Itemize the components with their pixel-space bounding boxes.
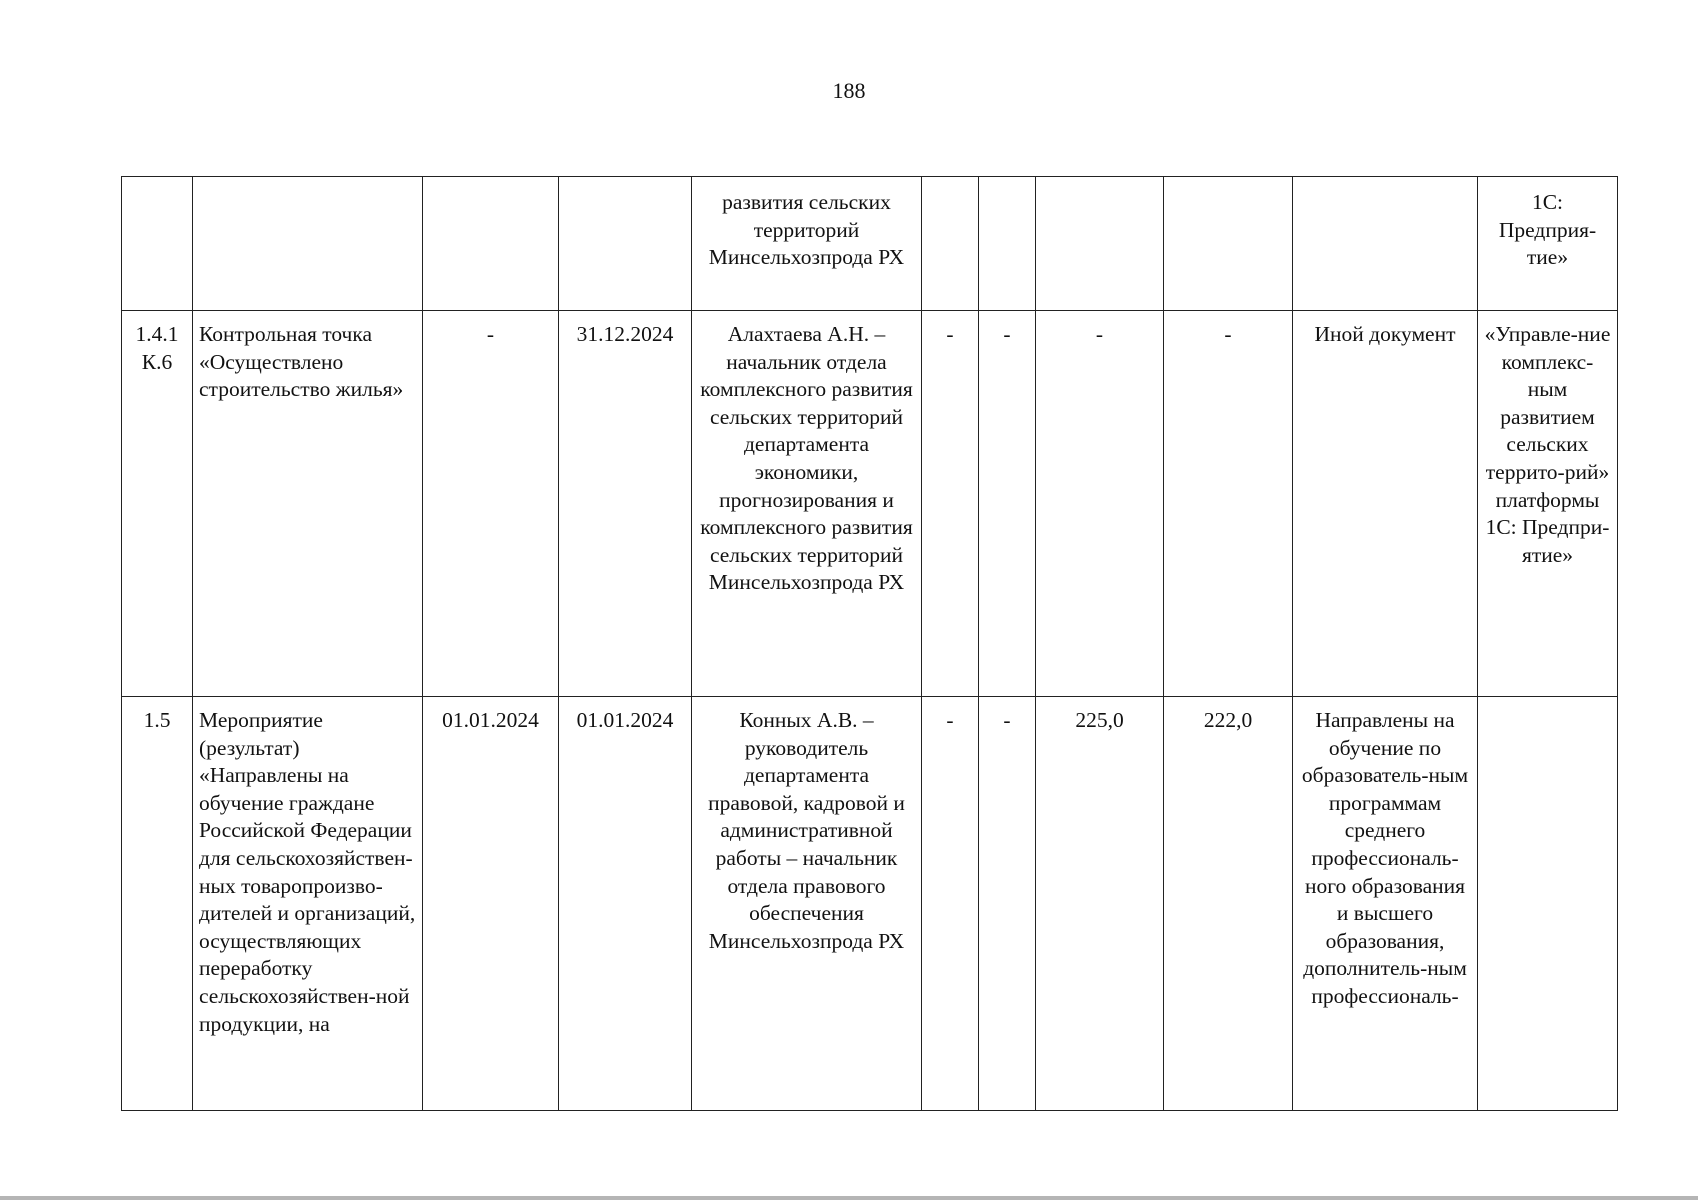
cell-start-date: - (423, 311, 559, 697)
cell-result-document: Направлены на обучение по образователь-ным программам среднего профессиональ-ного образования и высшего образования, дополнитель-ным профессиональ- (1293, 697, 1478, 1111)
cell-result-document (1293, 177, 1478, 311)
cell-number: 1.4.1 К.6 (122, 311, 193, 697)
plan-table (121, 176, 1618, 1111)
cell-col8: - (1036, 311, 1164, 697)
table-row (122, 311, 1618, 697)
cell-information-system: 1С: Предприя-тие» (1478, 177, 1618, 311)
cell-responsible: развития сельских территорий Минсельхозпрода РХ (692, 177, 922, 311)
cell-col8 (1036, 177, 1164, 311)
cell-col6: - (922, 311, 979, 697)
page-bottom-divider (0, 1196, 1698, 1200)
cell-col7: - (979, 311, 1036, 697)
cell-start-date (423, 177, 559, 311)
cell-responsible: Конных А.В. – руководитель департамента правовой, кадровой и административной работы – начальник отдела правового обеспечения Минсельхозпрода РХ (692, 697, 922, 1111)
cell-end-date: 01.01.2024 (559, 697, 692, 1111)
cell-col6: - (922, 697, 979, 1111)
cell-name: Мероприятие (результат) «Направлены на обучение граждане Российской Федерации для сельскохозяйствен-ных товаропроизво-дителей и организаций, осуществляющих переработку сельскохозяйствен-ной продукции, на (193, 697, 423, 1111)
table-row (122, 697, 1618, 1111)
cell-name (193, 177, 423, 311)
cell-col6 (922, 177, 979, 311)
cell-col7: - (979, 697, 1036, 1111)
cell-name: Контрольная точка «Осуществлено строительство жилья» (193, 311, 423, 697)
cell-end-date (559, 177, 692, 311)
table-row (122, 177, 1618, 311)
cell-col9: - (1164, 311, 1293, 697)
cell-col7 (979, 177, 1036, 311)
cell-number: 1.5 (122, 697, 193, 1111)
cell-responsible: Алахтаева А.Н. – начальник отдела комплексного развития сельских территорий департамента экономики, прогнозирования и комплексного развития сельских территорий Минсельхозпрода РХ (692, 311, 922, 697)
cell-information-system (1478, 697, 1618, 1111)
cell-end-date: 31.12.2024 (559, 311, 692, 697)
cell-information-system: «Управле-ние комплекс-ным развитием сельских террито-рий» платформы 1С: Предпри-ятие» (1478, 311, 1618, 697)
cell-col8: 225,0 (1036, 697, 1164, 1111)
cell-col9 (1164, 177, 1293, 311)
page-number: 188 (832, 78, 866, 103)
cell-result-document: Иной документ (1293, 311, 1478, 697)
cell-number (122, 177, 193, 311)
cell-start-date: 01.01.2024 (423, 697, 559, 1111)
cell-col9: 222,0 (1164, 697, 1293, 1111)
